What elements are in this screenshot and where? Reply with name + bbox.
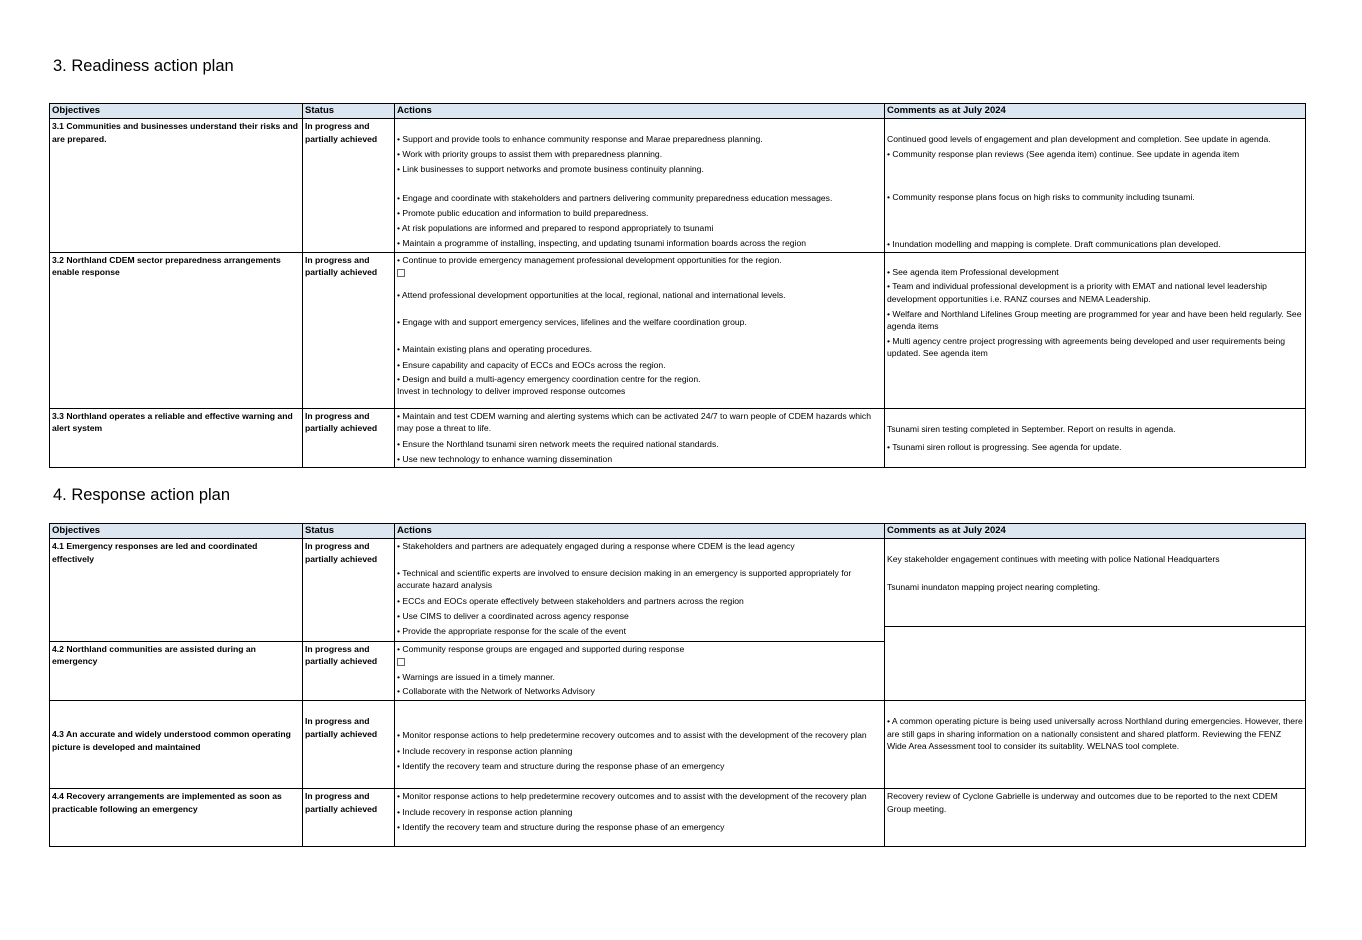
comment-item: • Community response plans focus on high risks to community including tsunami. <box>887 192 1195 203</box>
action-item: • Design and build a multi-agency emergency coordination centre for the region. <box>397 373 701 384</box>
table-row <box>50 119 1306 253</box>
action-item: • Maintain a programme of installing, inspecting, and updating tsunami information boards across the region <box>397 238 807 249</box>
table-row <box>50 539 1306 642</box>
action-item: • Promote public education and information to build preparedness. <box>397 207 649 218</box>
actions-cell <box>395 252 885 408</box>
actions-cell <box>395 789 885 847</box>
header-actions: Actions <box>395 104 885 119</box>
actions-cell <box>395 539 885 642</box>
action-item: • Maintain and test CDEM warning and alerting systems which can be activated 24/7 to warn people of CDEM hazards which may pose a threat to life. <box>397 410 871 434</box>
action-item: • Link businesses to support networks and promote business continuity planning. <box>397 164 704 175</box>
action-item: • Monitor response actions to help predetermine recovery outcomes and to assist with the development of the recovery plan <box>397 730 867 740</box>
table-header-row <box>50 104 1306 119</box>
comment-item: Recovery review of Cyclone Gabrielle is underway and outcomes due to be reported to the next CDEM Group meeting. <box>887 791 1278 814</box>
header-objectives: Objectives <box>50 524 303 539</box>
comments-cell <box>885 119 1306 253</box>
action-item: • Support and provide tools to enhance community response and Marae preparedness planning. <box>397 134 763 144</box>
action-item: • Use new technology to enhance warning dissemination <box>397 454 613 464</box>
header-status: Status <box>303 104 395 119</box>
readiness-table <box>49 103 1306 468</box>
action-item: • Engage with and support emergency services, lifelines and the welfare coordination group. <box>397 317 747 328</box>
action-item: • Continue to provide emergency management professional development opportunities for the region. <box>397 254 782 265</box>
header-objectives: Objectives <box>50 104 303 119</box>
comment-item: Continued good levels of engagement and plan development and completion. See update in agenda. <box>887 134 1271 144</box>
status-text: In progress and partially achieved <box>305 716 378 739</box>
objective-cell: 3.3 Northland operates a reliable and effective warning and alert system <box>50 408 303 467</box>
table-row <box>50 252 1306 408</box>
action-item: • Community response groups are engaged and supported during response <box>397 643 685 654</box>
comments-cell <box>885 252 1306 408</box>
status-cell: In progress and partially achieved <box>303 789 395 847</box>
action-item: • Stakeholders and partners are adequately engaged during a response where CDEM is the lead agency <box>397 541 795 551</box>
objective-cell <box>50 701 303 789</box>
status-cell: In progress and partially achieved <box>303 408 395 467</box>
actions-cell <box>395 701 885 789</box>
table-row <box>50 789 1306 847</box>
objective-cell: 4.2 Northland communities are assisted during an emergency <box>50 641 303 700</box>
action-item: • Include recovery in response action planning <box>397 806 573 817</box>
comments-cell <box>885 539 1306 701</box>
header-actions: Actions <box>395 524 885 539</box>
action-item: • Technical and scientific experts are involved to ensure decision making in an emergency is supported appropriately for accurate hazard analysis <box>397 567 852 591</box>
actions-cell <box>395 408 885 467</box>
action-item: • Engage and coordinate with stakeholders and partners delivering community preparedness education messages. <box>397 192 833 203</box>
action-item: • Monitor response actions to help predetermine recovery outcomes and to assist with the development of the recovery plan <box>397 791 867 801</box>
response-table <box>49 523 1306 847</box>
table-header-row <box>50 524 1306 539</box>
status-cell <box>303 701 395 789</box>
action-item: • Attend professional development opportunities at the local, regional, national and international levels. <box>397 290 786 300</box>
status-cell: In progress and partially achieved <box>303 539 395 642</box>
comment-item: • Welfare and Northland Lifelines Group meeting are programmed for year and have been held regularly. See agenda items <box>887 308 1302 332</box>
action-item: • Ensure capability and capacity of ECCs and EOCs across the region. <box>397 359 666 370</box>
comment-item: • Inundation modelling and mapping is complete. Draft communications plan developed. <box>887 238 1221 249</box>
placeholder-glyph-icon <box>397 266 882 279</box>
comment-item: • Team and individual professional development is a priority with EMAT and national level leadership development opportunities i.e. RANZ courses and NEMA Leadership. <box>887 281 1267 304</box>
status-cell: In progress and partially achieved <box>303 252 395 408</box>
comment-item: Tsunami inundaton mapping project nearing completing. <box>887 582 1101 593</box>
comment-item: • Community response plan reviews (See agenda item) continue. See update in agenda item <box>887 149 1240 160</box>
comment-item: • A common operating picture is being used universally across Northland during emergencies. However, there are still gaps in sharing information on a nationally consistent and shared platform. Reviewing the FENZ Wide Area Assessment tool to consider its suitablity. WELNAS tool complete. <box>887 716 1303 752</box>
objective-cell: 4.1 Emergency responses are led and coordinated effectively <box>50 539 303 642</box>
comments-cell <box>885 789 1306 847</box>
response-section-title: 4. Response action plan <box>53 486 231 504</box>
comment-item: • See agenda item Professional development <box>887 266 1059 277</box>
objective-text: 4.3 An accurate and widely understood common operating picture is developed and maintained <box>52 729 291 752</box>
action-item: • Maintain existing plans and operating procedures. <box>397 344 593 355</box>
action-item: • Identify the recovery team and structure during the response phase of an emergency <box>397 821 725 832</box>
table-row <box>50 408 1306 467</box>
objective-cell: 4.4 Recovery arrangements are implemented as soon as practicable following an emergency <box>50 789 303 847</box>
comment-item: • Tsunami siren rollout is progressing. See agenda for update. <box>887 442 1122 453</box>
action-item: • Collaborate with the Network of Networks Advisory <box>397 686 595 697</box>
action-item: • Identify the recovery team and structure during the response phase of an emergency <box>397 760 725 771</box>
placeholder-glyph-icon <box>397 655 882 668</box>
action-item: Invest in technology to deliver improved response outcomes <box>397 386 626 397</box>
status-cell: In progress and partially achieved <box>303 641 395 700</box>
header-comments: Comments as at July 2024 <box>885 104 1306 119</box>
action-item: • Work with priority groups to assist them with preparedness planning. <box>397 149 663 160</box>
header-status: Status <box>303 524 395 539</box>
comment-item: Tsunami siren testing completed in September. Report on results in agenda. <box>887 423 1176 434</box>
status-cell: In progress and partially achieved <box>303 119 395 253</box>
table-row <box>50 701 1306 789</box>
comments-cell <box>885 408 1306 467</box>
comment-item: • Multi agency centre project progressing with agreements being developed and user requirements being updated. See agenda item <box>887 335 1286 359</box>
action-item: • At risk populations are informed and prepared to respond appropriately to tsunami <box>397 223 714 234</box>
readiness-section-title: 3. Readiness action plan <box>53 57 234 75</box>
actions-cell <box>395 119 885 253</box>
action-item: • Ensure the Northland tsunami siren network meets the required national standards. <box>397 439 719 449</box>
action-item: • Use CIMS to deliver a coordinated across agency response <box>397 610 629 621</box>
actions-cell <box>395 641 885 700</box>
comment-divider <box>885 626 1305 700</box>
objective-cell: 3.2 Northland CDEM sector preparedness arrangements enable response <box>50 252 303 408</box>
action-item: • ECCs and EOCs operate effectively between stakeholders and partners across the region <box>397 595 744 606</box>
comments-cell <box>885 701 1306 789</box>
action-item: • Include recovery in response action planning <box>397 745 573 756</box>
action-item: • Warnings are issued in a timely manner. <box>397 671 555 682</box>
header-comments: Comments as at July 2024 <box>885 524 1306 539</box>
comment-item: Key stakeholder engagement continues with meeting with police National Headquarters <box>887 554 1220 564</box>
action-item: • Provide the appropriate response for the scale of the event <box>397 626 626 637</box>
objective-cell: 3.1 Communities and businesses understand their risks and are prepared. <box>50 119 303 253</box>
